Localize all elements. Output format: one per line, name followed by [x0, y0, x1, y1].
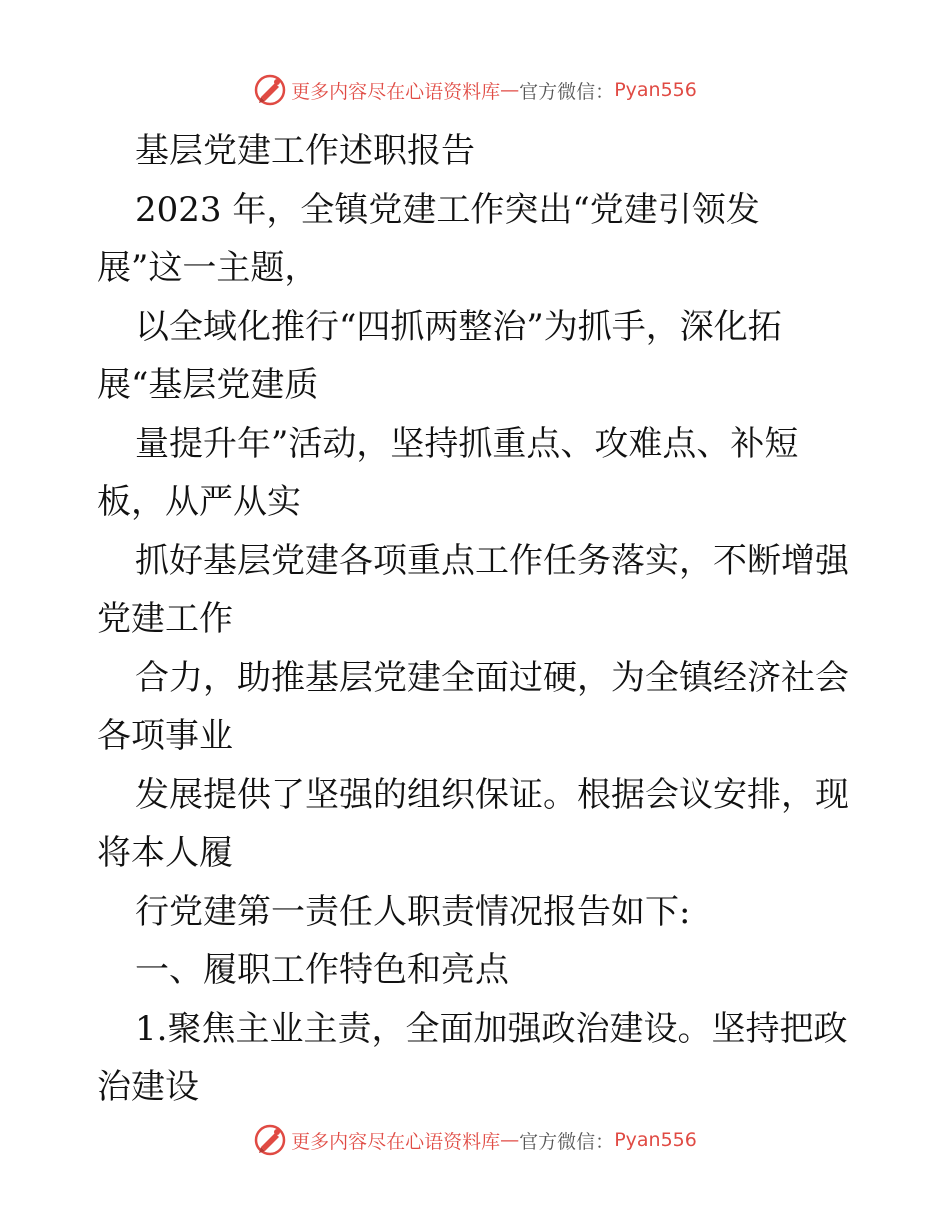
- text-line: 党建工作: [97, 599, 233, 639]
- text-line: 合力，助推基层党建全面过硬，为全镇经济社会: [135, 657, 849, 698]
- text-line: 治建设: [97, 1067, 199, 1107]
- watermark-text: 更多内容尽在心语资料库: [291, 80, 501, 103]
- text-line: 1.聚焦主业主责，全面加强政治建设。坚持把政: [135, 1008, 848, 1049]
- text-line: 展”这一主题，: [97, 248, 319, 288]
- document-title: 基层党建工作述职报告: [135, 131, 475, 171]
- watermark-text: 更多内容尽在心语资料库: [291, 1130, 501, 1153]
- document-body: [0, 122, 950, 1117]
- header-watermark: [0, 70, 950, 110]
- watermark-wechat-id: Pyan556: [614, 1129, 697, 1151]
- pen-logo-icon: [253, 73, 287, 107]
- text-line: 板，从严从实: [97, 482, 301, 522]
- footer-watermark: [0, 1120, 950, 1160]
- text-line: 展“基层党建质: [97, 365, 319, 405]
- watermark-official-label: 官方微信：: [519, 80, 615, 103]
- watermark-dash: —: [500, 79, 520, 101]
- section-heading: 一、履职工作特色和亮点: [135, 950, 509, 990]
- text-line: 发展提供了坚强的组织保证。根据会议安排，现: [135, 774, 849, 815]
- watermark-dash: —: [500, 1129, 520, 1151]
- text-line: 2023 年，全镇党建工作突出“党建引领发: [135, 189, 760, 230]
- text-line: 抓好基层党建各项重点工作任务落实，不断增强: [135, 540, 849, 581]
- text-line: 量提升年”活动，坚持抓重点、攻难点、补短: [135, 423, 799, 464]
- watermark-wechat-id: Pyan556: [614, 79, 697, 101]
- text-line: 行党建第一责任人职责情况报告如下:: [135, 891, 691, 932]
- pen-logo-icon: [253, 1123, 287, 1157]
- text-line: 以全域化推行“四抓两整治”为抓手，深化拓: [135, 306, 782, 347]
- text-line: 将本人履: [97, 833, 233, 873]
- watermark-official-label: 官方微信：: [519, 1130, 615, 1153]
- text-line: 各项事业: [97, 716, 233, 756]
